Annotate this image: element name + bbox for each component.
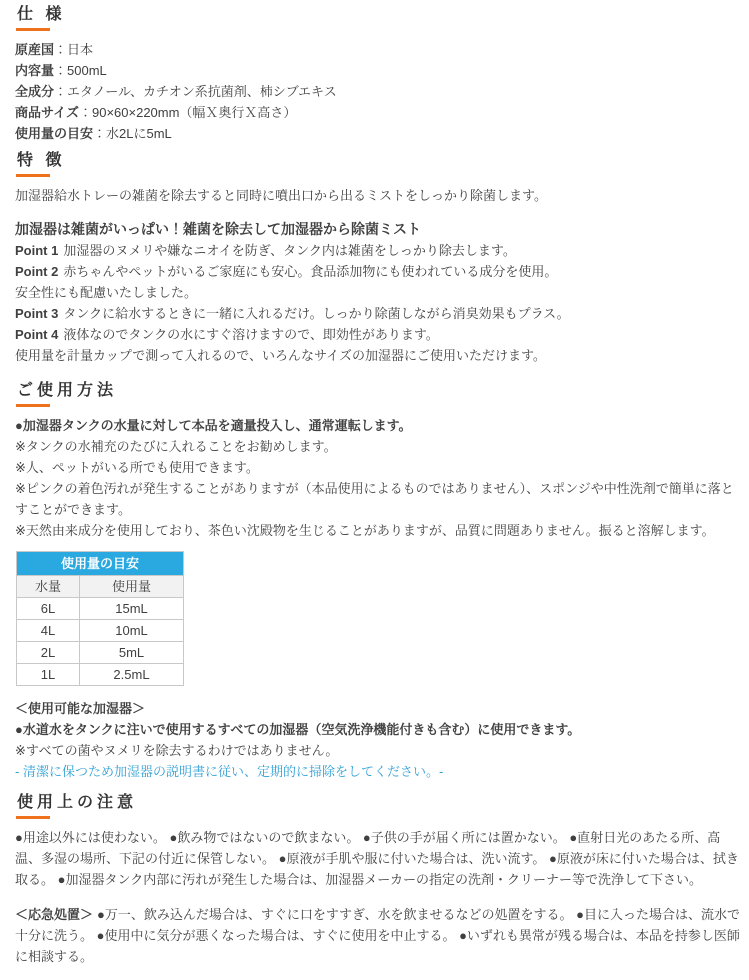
emergency-label: ＜応急処置＞	[15, 907, 94, 922]
usage-heading: ご使用方法	[17, 382, 118, 399]
usage-note: ※人、ペットがいる所でも使用できます。	[15, 460, 259, 475]
spec-heading: 仕 様	[17, 6, 66, 23]
heading-underline	[16, 816, 50, 819]
feature-point	[15, 261, 741, 282]
point-prefix: Point 4	[15, 327, 59, 342]
dosage-table	[16, 551, 184, 686]
usage-note: ※ピンクの着色汚れが発生することがありますが（本品使用によるものではありません）、スポンジや中性洗剤で簡単に落とすことができます。	[15, 481, 734, 517]
table-row	[17, 598, 184, 620]
emergency-text: ●万一、飲み込んだ場合は、すぐに口をすすぎ、水を飲ませるなどの処置をする。 ●目に入った場合は、流水で十分に洗う。 ●使用中に気分が悪くなった場合は、すぐに使用を中止する。 ●いずれも異常が残る場合は、本品を持参し医師に相談する。	[15, 907, 740, 964]
spec-item	[15, 39, 741, 60]
dosage-cell-amount: 5mL	[80, 642, 184, 664]
feature-point	[15, 240, 741, 261]
feature-point	[15, 324, 741, 345]
spec-value: エタノール、カチオン系抗菌剤、柿シブエキス	[67, 84, 337, 99]
heading-underline	[16, 28, 50, 31]
point-text: 使用量を計量カップで測って入れるので、いろんなサイズの加湿器にご使用いただけます。	[15, 348, 546, 363]
dosage-cell-amount: 2.5mL	[80, 664, 184, 686]
spec-value: 水2Lに5mL	[106, 126, 172, 141]
heading-underline	[16, 174, 50, 177]
features-heading: 特 徴	[17, 152, 66, 169]
spec-separator: ：	[93, 126, 107, 141]
spec-label: 内容量	[15, 63, 55, 78]
table-row	[17, 620, 184, 642]
point-text: 赤ちゃんやペットがいるご家庭にも安心。食品添加物にも使われている成分を使用。	[63, 264, 558, 279]
features-subheading: 加湿器は雑菌がいっぱい！雑菌を除去して加湿器から除菌ミスト	[15, 221, 421, 237]
dosage-cell-amount: 15mL	[80, 598, 184, 620]
usage-note: ※タンクの水補充のたびに入れることをお勧めします。	[15, 439, 337, 454]
point-text: 加湿器のヌメリや嫌なニオイを防ぎ、タンク内は雑菌をしっかり除去します。	[63, 243, 516, 258]
dosage-table-header-row	[17, 576, 184, 598]
spec-separator: ：	[54, 84, 68, 99]
compatible-note: ※すべての菌やヌメリを除去するわけではありません。	[15, 743, 339, 758]
point-text: タンクに給水するときに一緒に入れるだけ。しっかり除菌しながら消臭効果もプラス。	[63, 306, 570, 321]
spec-label: 原産国	[15, 42, 55, 57]
caution-general: ●用途以外には使わない。 ●飲み物ではないので飲まない。 ●子供の手が届く所には置かない。 ●直射日光のあたる所、高温、多湿の場所、下記の付近に保管しない。 ●原液が手肌や服に付いた場合は、洗い流す。 ●原液が床に付いた場合は、拭き取る。 ●加湿器タンク内部に汚れが発生した場合は、加湿器メーカーの指定の洗剤・クリーナー等で洗浄して下さい。	[15, 830, 739, 887]
usage-section	[15, 382, 741, 782]
cautions-section	[15, 794, 741, 967]
spec-label: 商品サイズ	[15, 105, 79, 120]
spec-separator: ：	[54, 63, 68, 78]
dosage-table-title: 使用量の目安	[17, 552, 184, 576]
cautions-heading: 使用上の注意	[17, 794, 138, 811]
point-text: 液体なのでタンクの水にすぐ溶けますので、即効性があります。	[63, 327, 439, 342]
spec-value: 500mL	[67, 63, 107, 78]
heading-underline	[16, 404, 50, 407]
emergency-paragraph	[15, 904, 741, 967]
spec-item	[15, 102, 741, 123]
dosage-cell-amount: 10mL	[80, 620, 184, 642]
compatible-humidifiers-subheading: ＜使用可能な加湿器＞	[15, 701, 146, 716]
usage-note: ※天然由来成分を使用しており、茶色い沈殿物を生じることがありますが、品質に問題ありません。振ると溶解します。	[15, 523, 715, 538]
spec-value: 日本	[67, 42, 94, 57]
spec-separator: ：	[78, 105, 92, 120]
compatible-instruction: ●水道水をタンクに注いで使用するすべての加湿器（空気洗浄機能付きも含む）に使用できます。	[15, 722, 581, 737]
usage-main-instruction: ●加湿器タンクの水量に対して本品を適量投入し、通常運転します。	[15, 418, 412, 433]
spec-section	[15, 6, 741, 144]
point-prefix: Point 2	[15, 264, 59, 279]
dosage-cell-water: 6L	[17, 598, 80, 620]
dosage-cell-water: 4L	[17, 620, 80, 642]
feature-point	[15, 303, 741, 324]
spec-item	[15, 123, 741, 144]
spec-label: 全成分	[15, 84, 55, 99]
feature-point	[15, 282, 741, 303]
features-section	[15, 152, 741, 366]
feature-point	[15, 345, 741, 366]
point-prefix: Point 3	[15, 306, 59, 321]
table-row	[17, 642, 184, 664]
point-prefix: Point 1	[15, 243, 59, 258]
dosage-col-header-amount: 使用量	[80, 576, 184, 598]
features-intro: 加湿器給水トレーの雑菌を除去すると同時に噴出口から出るミストをしっかり除菌します。	[15, 188, 547, 203]
table-row	[17, 664, 184, 686]
spec-item	[15, 81, 741, 102]
cleaning-note: - 清潔に保つため加湿器の説明書に従い、定期的に掃除をしてください。-	[15, 764, 444, 779]
dosage-table-title-row	[17, 552, 184, 576]
compatible-humidifiers-block	[15, 698, 741, 782]
dosage-cell-water: 2L	[17, 642, 80, 664]
spec-item	[15, 60, 741, 81]
spec-value: 90×60×220mm（幅Ｘ奥行Ｘ高さ）	[91, 105, 297, 120]
dosage-cell-water: 1L	[17, 664, 80, 686]
point-text: 安全性にも配慮いたしました。	[15, 285, 198, 300]
spec-separator: ：	[54, 42, 68, 57]
dosage-col-header-water: 水量	[17, 576, 80, 598]
spec-label: 使用量の目安	[15, 126, 94, 141]
